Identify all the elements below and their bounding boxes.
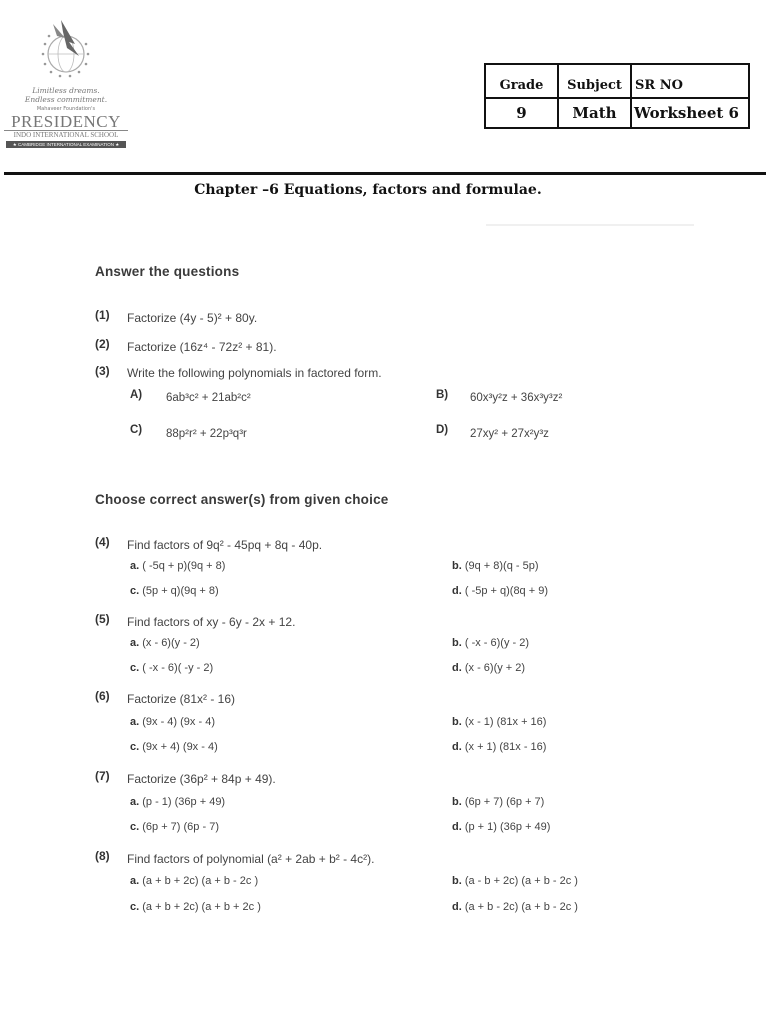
question-number: (2) (95, 337, 110, 351)
answer-option-b[interactable]: b. (x - 1) (81x + 16) (452, 716, 547, 728)
globe-emblem-icon (31, 14, 101, 86)
header-divider (4, 172, 766, 175)
answer-option-d[interactable]: d. (p + 1) (36p + 49) (452, 821, 551, 833)
answer-option-b[interactable]: b. ( -x - 6)(y - 2) (452, 637, 530, 649)
question-number: (8) (95, 849, 110, 863)
answer-option-d[interactable]: d. (a + b - 2c) (a + b - 2c ) (452, 901, 578, 913)
answer-option-b[interactable]: b. (a - b + 2c) (a + b - 2c ) (452, 875, 578, 887)
question-number: (7) (95, 769, 110, 783)
part-letter: A) (130, 389, 143, 401)
part-expression: 88p²r² + 22p³q³r (166, 428, 247, 440)
section-title-choose: Choose correct answer(s) from given choice (95, 492, 389, 507)
faint-divider (486, 224, 694, 226)
part-expression: 27xy² + 27x²y³z (470, 428, 549, 440)
question-text: Find factors of polynomial (a² + 2ab + b² - 4c²). (127, 852, 375, 866)
section-title-answer: Answer the questions (95, 264, 240, 279)
part-expression: 60x³y²z + 36x³y³z² (470, 392, 563, 404)
question-text: Find factors of xy - 6y - 2x + 12. (127, 615, 296, 629)
logo-exam-bar: ★ CAMBRIDGE INTERNATIONAL EXAMINATION ★ (6, 141, 126, 148)
grade-value: 9 (485, 98, 558, 128)
question-text: Factorize (36p² + 84p + 49). (127, 772, 276, 786)
answer-option-b[interactable]: b. (6p + 7) (6p + 7) (452, 796, 545, 808)
question-number: (5) (95, 612, 110, 626)
logo-school-name: PRESIDENCY (11, 112, 121, 131)
answer-option-a[interactable]: a. (9x - 4) (9x - 4) (130, 716, 215, 728)
part-expression: 6ab³c² + 21ab²c² (166, 392, 251, 404)
question-text: Factorize (4y - 5)² + 80y. (127, 311, 258, 325)
answer-option-c[interactable]: c. (9x + 4) (9x - 4) (130, 741, 218, 753)
info-table-value-row (485, 98, 749, 128)
logo-tagline-2: Endless commitment. (24, 95, 108, 104)
question-number: (4) (95, 535, 110, 549)
answer-option-c[interactable]: c. (a + b + 2c) (a + b + 2c ) (130, 901, 261, 913)
answer-option-a[interactable]: a. (p - 1) (36p + 49) (130, 796, 226, 808)
question-number: (1) (95, 308, 110, 322)
question-text: Write the following polynomials in factored form. (127, 366, 382, 380)
part-letter: D) (436, 424, 449, 436)
answer-option-d[interactable]: d. (x - 6)(y + 2) (452, 662, 526, 674)
question-number: (6) (95, 689, 110, 703)
answer-option-d[interactable]: d. ( -5p + q)(8q + 9) (452, 585, 548, 597)
answer-option-a[interactable]: a. (x - 6)(y - 2) (130, 637, 200, 649)
subject-header: Subject (558, 64, 631, 98)
answer-option-a[interactable]: a. (a + b + 2c) (a + b - 2c ) (130, 875, 259, 887)
answer-option-c[interactable]: c. (6p + 7) (6p - 7) (130, 821, 219, 833)
part-letter: C) (130, 424, 143, 436)
sr-no-value: Worksheet 6 (631, 98, 749, 128)
worksheet-info-table (484, 63, 750, 129)
answer-option-b[interactable]: b. (9q + 8)(q - 5p) (452, 560, 539, 572)
part-letter: B) (436, 389, 449, 401)
question-text: Factorize (16z⁴ - 72z² + 81). (127, 340, 277, 354)
info-table-header-row (485, 64, 749, 98)
logo-foundation: Mahaveer Foundation's (36, 106, 96, 112)
logo-tagline-1: Limitless dreams. (32, 86, 100, 95)
question-number: (3) (95, 364, 110, 378)
question-text: Factorize (81x² - 16) (127, 692, 236, 706)
chapter-title: Chapter –6 Equations, factors and formulae. (194, 182, 542, 198)
answer-option-a[interactable]: a. ( -5q + p)(9q + 8) (130, 560, 226, 572)
question-text: Find factors of 9q² - 45pq + 8q - 40p. (127, 538, 323, 552)
subject-value: Math (558, 98, 631, 128)
sr-no-header: SR NO (631, 64, 749, 98)
answer-option-d[interactable]: d. (x + 1) (81x - 16) (452, 741, 547, 753)
logo-school-subtitle: INDO INTERNATIONAL SCHOOL (4, 130, 128, 140)
school-logo (4, 14, 128, 162)
answer-option-c[interactable]: c. (5p + q)(9q + 8) (130, 585, 219, 597)
answer-option-c[interactable]: c. ( -x - 6)( -y - 2) (130, 662, 214, 674)
grade-header: Grade (485, 64, 558, 98)
